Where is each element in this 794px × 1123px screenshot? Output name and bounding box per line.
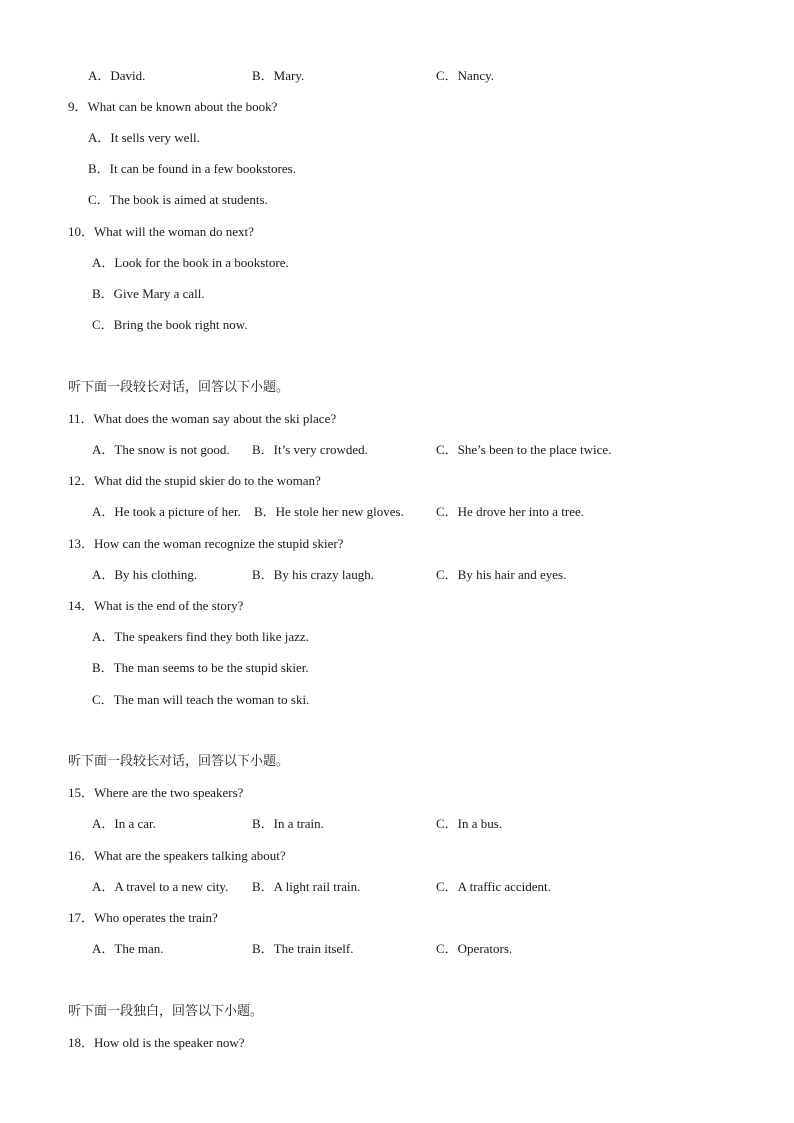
q11-stem: 11．What does the woman say about the ski place? — [68, 411, 337, 426]
q14-stem: 14．What is the end of the story? — [68, 598, 244, 613]
q17-option-b: B．The train itself. — [252, 941, 354, 956]
q10-option-c: C．Bring the book right now. — [92, 317, 248, 332]
q11-option-a: A．The snow is not good. — [92, 442, 230, 457]
q16-option-a: A．A travel to a new city. — [92, 879, 229, 894]
q16-stem: 16．What are the speakers talking about? — [68, 848, 286, 863]
section-instruction-1: 听下面一段较长对话，回答以下小题。 — [68, 380, 290, 395]
q14-option-b: B．The man seems to be the stupid skier. — [92, 660, 309, 675]
q17-option-c: C．Operators. — [436, 941, 513, 956]
q17-option-a: A．The man. — [92, 941, 164, 956]
q12-stem: 12．What did the stupid skier do to the woman? — [68, 473, 321, 488]
q9-stem: 9．What can be known about the book? — [68, 99, 278, 114]
q9-option-b: B．It can be found in a few bookstores. — [88, 161, 296, 176]
section-instruction-3: 听下面一段独白，回答以下小题。 — [68, 1004, 264, 1019]
q18-stem: 18．How old is the speaker now? — [68, 1035, 245, 1050]
q15-option-c: C．In a bus. — [436, 816, 503, 831]
q12-option-a: A．He took a picture of her. — [92, 504, 241, 519]
q8-option-c: C．Nancy. — [436, 68, 495, 83]
q9-option-a: A．It sells very well. — [88, 130, 200, 145]
q10-option-a: A．Look for the book in a bookstore. — [92, 255, 289, 270]
section-instruction-2: 听下面一段较长对话，回答以下小题。 — [68, 754, 290, 769]
q9-option-c: C．The book is aimed at students. — [88, 192, 268, 207]
q12-option-c: C．He drove her into a tree. — [436, 504, 585, 519]
q8-option-a: A．David. — [88, 68, 146, 83]
q8-option-b: B．Mary. — [252, 68, 305, 83]
q12-option-b: B．He stole her new gloves. — [254, 504, 404, 519]
q15-option-b: B．In a train. — [252, 816, 324, 831]
q14-option-a: A．The speakers find they both like jazz. — [92, 629, 309, 644]
q11-option-b: B．It’s very crowded. — [252, 442, 368, 457]
q13-stem: 13．How can the woman recognize the stupid skier? — [68, 536, 344, 551]
q13-option-b: B．By his crazy laugh. — [252, 567, 375, 582]
q15-option-a: A．In a car. — [92, 816, 156, 831]
q14-option-c: C．The man will teach the woman to ski. — [92, 692, 310, 707]
q16-option-b: B．A light rail train. — [252, 879, 361, 894]
q11-option-c: C．She’s been to the place twice. — [436, 442, 612, 457]
q13-option-c: C．By his hair and eyes. — [436, 567, 567, 582]
q13-option-a: A．By his clothing. — [92, 567, 198, 582]
q10-stem: 10．What will the woman do next? — [68, 224, 254, 239]
q17-stem: 17．Who operates the train? — [68, 910, 218, 925]
q15-stem: 15．Where are the two speakers? — [68, 785, 244, 800]
q16-option-c: C．A traffic accident. — [436, 879, 551, 894]
q10-option-b: B．Give Mary a call. — [92, 286, 205, 301]
